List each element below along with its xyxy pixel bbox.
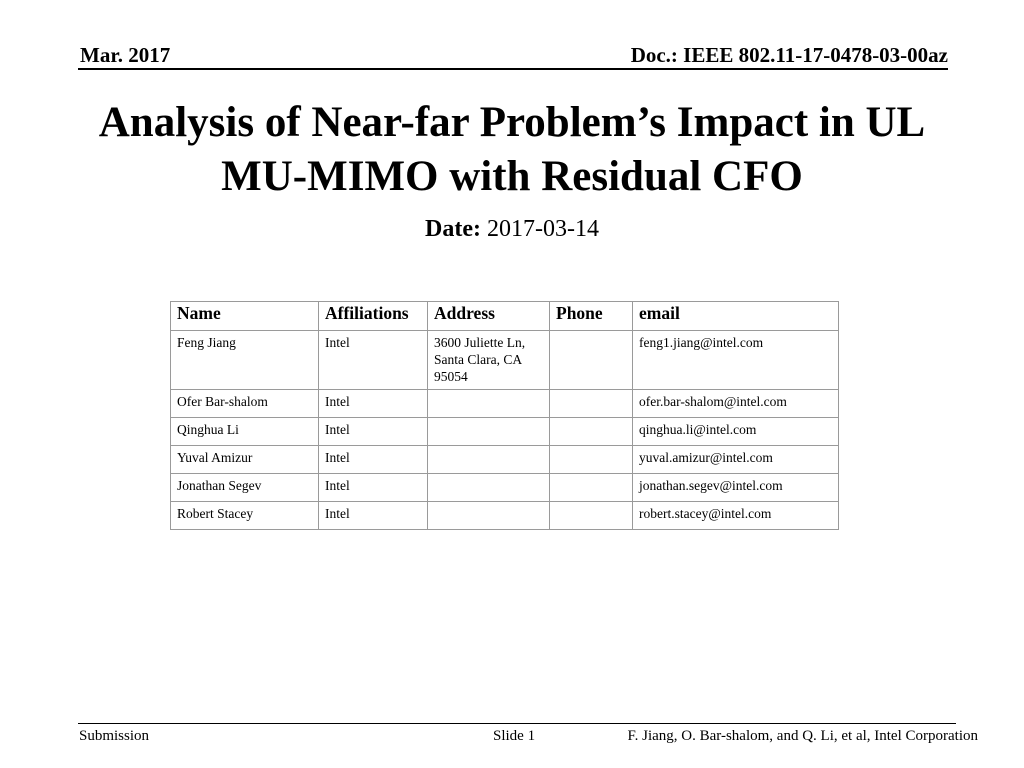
author-address [428, 446, 550, 474]
author-phone [550, 331, 633, 390]
footer-authors: F. Jiang, O. Bar-shalom, and Q. Li, et al, Intel Corporation [627, 728, 978, 744]
header-date: Mar. 2017 [80, 43, 171, 67]
slide-title-line-1: Analysis of Near-far Problem’s Impact in UL [98, 99, 926, 146]
date-label: Date: [425, 216, 481, 242]
slide-title [40, 96, 984, 204]
author-affiliation: Intel [319, 331, 428, 390]
author-name: Feng Jiang [171, 331, 319, 390]
author-email: feng1.jiang@intel.com [633, 331, 839, 390]
column-header-affiliations: Affiliations [319, 302, 428, 331]
column-header-phone: Phone [550, 302, 633, 331]
author-address [428, 502, 550, 530]
date-value: 2017-03-14 [486, 216, 599, 242]
author-affiliation: Intel [319, 502, 428, 530]
table-row [171, 331, 839, 390]
table-row [171, 390, 839, 418]
author-name: Robert Stacey [171, 502, 319, 530]
table-row [171, 474, 839, 502]
authors-table [170, 301, 839, 530]
author-name: Ofer Bar-shalom [171, 390, 319, 418]
table-header-row [171, 302, 839, 331]
author-phone [550, 390, 633, 418]
date-line [0, 216, 1024, 243]
author-email: jonathan.segev@intel.com [633, 474, 839, 502]
author-email: qinghua.li@intel.com [633, 418, 839, 446]
column-header-name: Name [171, 302, 319, 331]
slide-title-line-2: MU-MIMO with Residual CFO [221, 153, 803, 200]
author-name: Yuval Amizur [171, 446, 319, 474]
footer-divider [78, 723, 956, 724]
author-phone [550, 418, 633, 446]
author-affiliation: Intel [319, 446, 428, 474]
footer-submission: Submission [79, 728, 150, 744]
author-address [428, 390, 550, 418]
column-header-email: email [633, 302, 839, 331]
author-address [428, 418, 550, 446]
author-email: yuval.amizur@intel.com [633, 446, 839, 474]
author-email: ofer.bar-shalom@intel.com [633, 390, 839, 418]
author-phone [550, 446, 633, 474]
author-affiliation: Intel [319, 390, 428, 418]
header-doc-id: Doc.: IEEE 802.11-17-0478-03-00az [630, 43, 948, 67]
table-row [171, 418, 839, 446]
author-name: Jonathan Segev [171, 474, 319, 502]
author-affiliation: Intel [319, 418, 428, 446]
table-row [171, 446, 839, 474]
author-name: Qinghua Li [171, 418, 319, 446]
column-header-address: Address [428, 302, 550, 331]
footer-slide-number: Slide 1 [493, 728, 536, 744]
header-divider [78, 68, 948, 70]
author-address [428, 474, 550, 502]
author-affiliation: Intel [319, 474, 428, 502]
author-phone [550, 474, 633, 502]
author-phone [550, 502, 633, 530]
table-row [171, 502, 839, 530]
author-address: 3600 Juliette Ln, Santa Clara, CA 95054 [428, 331, 550, 390]
author-email: robert.stacey@intel.com [633, 502, 839, 530]
